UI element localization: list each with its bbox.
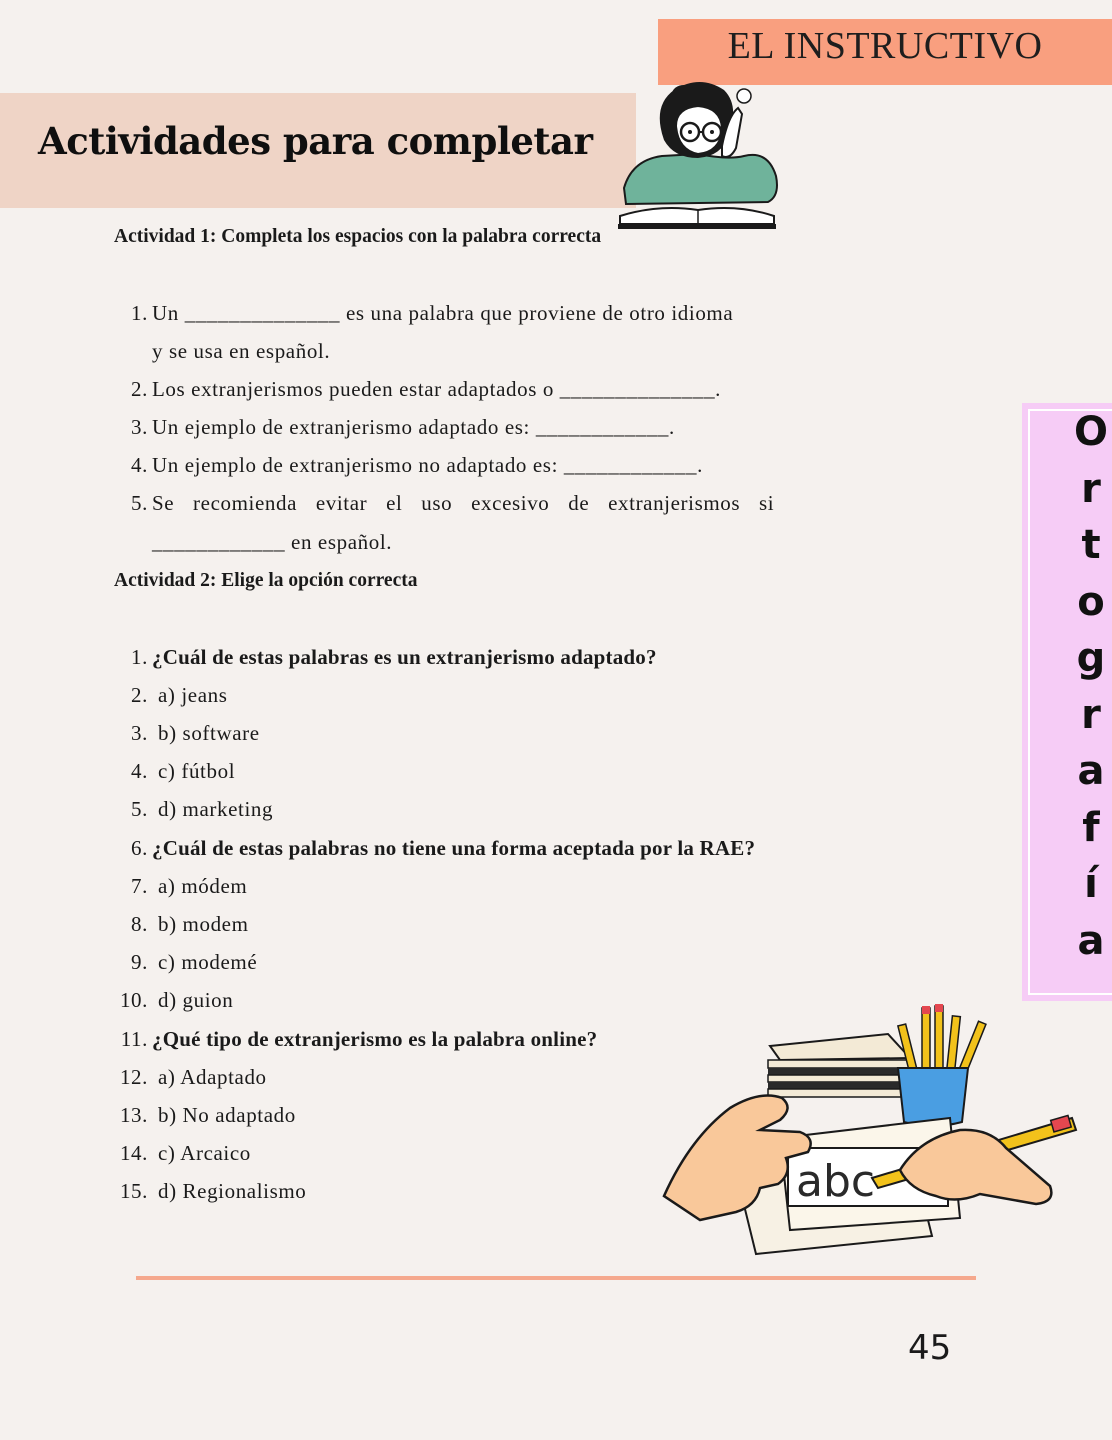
item-number: 4. (131, 453, 148, 477)
item-number: 5. (131, 491, 148, 515)
activity2-heading: Actividad 2: Elige la opción correcta (114, 570, 418, 591)
item-number: 1. (131, 645, 148, 669)
item-number: 6. (131, 836, 148, 860)
abc-card-text: abc (796, 1156, 876, 1207)
sidebar-ortografia (1040, 404, 1112, 969)
item-number: 10. (119, 988, 148, 1012)
item-text: d) Regionalismo (158, 1179, 307, 1203)
girl-reading-illustration (618, 76, 783, 231)
book-title-banner: EL INSTRUCTIVO (658, 19, 1112, 85)
sidebar-letter: g (1076, 635, 1106, 681)
item-number: 2. (131, 683, 148, 707)
item-text: a) Adaptado (158, 1065, 267, 1089)
sidebar-letter: r (1081, 465, 1101, 512)
item-number: 3. (131, 721, 148, 745)
sidebar-letter: a (1077, 917, 1105, 964)
item-text: c) Arcaico (158, 1141, 251, 1165)
item-text: c) modemé (158, 950, 258, 974)
writing-illustration (660, 998, 1080, 1268)
item-text: b) software (158, 721, 260, 745)
item-text: Los extranjerismos pueden estar adaptados o ______________. (152, 377, 722, 401)
item-number: 15. (119, 1179, 148, 1203)
item-text: Un ______________ es una palabra que proviene de otro idioma (152, 301, 734, 325)
item-number: 4. (131, 759, 148, 783)
footer-divider (136, 1276, 976, 1280)
item-text: y se usa en español. (152, 339, 331, 363)
sidebar-letter: f (1082, 804, 1100, 851)
item-text: d) guion (158, 988, 234, 1012)
sidebar-letter: í (1084, 861, 1098, 907)
item-number: 8. (131, 912, 148, 936)
item-number: 11. (120, 1027, 148, 1051)
item-text: a) módem (158, 874, 248, 898)
item-number: 1. (131, 301, 148, 325)
sidebar-letter: O (1073, 409, 1108, 455)
item-text: a) jeans (158, 683, 228, 707)
item-text: Un ejemplo de extranjerismo adaptado es: ____________. (152, 415, 675, 439)
paper-stack-icon (768, 1034, 910, 1097)
item-number: 3. (131, 415, 148, 439)
item-text: c) fútbol (158, 759, 236, 783)
item-number: 13. (119, 1103, 148, 1127)
sidebar-letter: t (1081, 522, 1101, 568)
sidebar-letter: r (1081, 691, 1101, 738)
section-title-band (0, 93, 636, 208)
item-text: ¿Cuál de estas palabras no tiene una forma aceptada por la RAE? (152, 836, 756, 860)
item-number: 12. (119, 1065, 148, 1089)
item-number: 9. (131, 950, 148, 974)
item-text: b) No adaptado (158, 1103, 296, 1127)
item-number: 7. (131, 874, 148, 898)
activity1-heading: Actividad 1: Completa los espacios con la palabra correcta (114, 226, 602, 247)
item-number: 14. (119, 1141, 148, 1165)
pencil-cup-icon (898, 1004, 986, 1126)
sidebar-letter: a (1077, 748, 1105, 794)
sidebar-letter: o (1077, 578, 1105, 625)
item-text: ____________ en español. (152, 530, 393, 554)
section-title: Actividades para completar (38, 119, 593, 163)
item-text: d) marketing (158, 797, 274, 821)
item-number: 5. (131, 797, 148, 821)
item-text: b) modem (158, 912, 249, 936)
item-number: 2. (131, 377, 148, 401)
item-text: Un ejemplo de extranjerismo no adaptado es: ____________. (152, 453, 703, 477)
item-text: Se recomienda evitar el uso excesivo de extranjerismos si (152, 491, 775, 515)
item-text: ¿Cuál de estas palabras es un extranjerismo adaptado? (152, 645, 657, 669)
page-number: 45 (908, 1328, 952, 1368)
item-text: ¿Qué tipo de extranjerismo es la palabra online? (152, 1027, 598, 1051)
